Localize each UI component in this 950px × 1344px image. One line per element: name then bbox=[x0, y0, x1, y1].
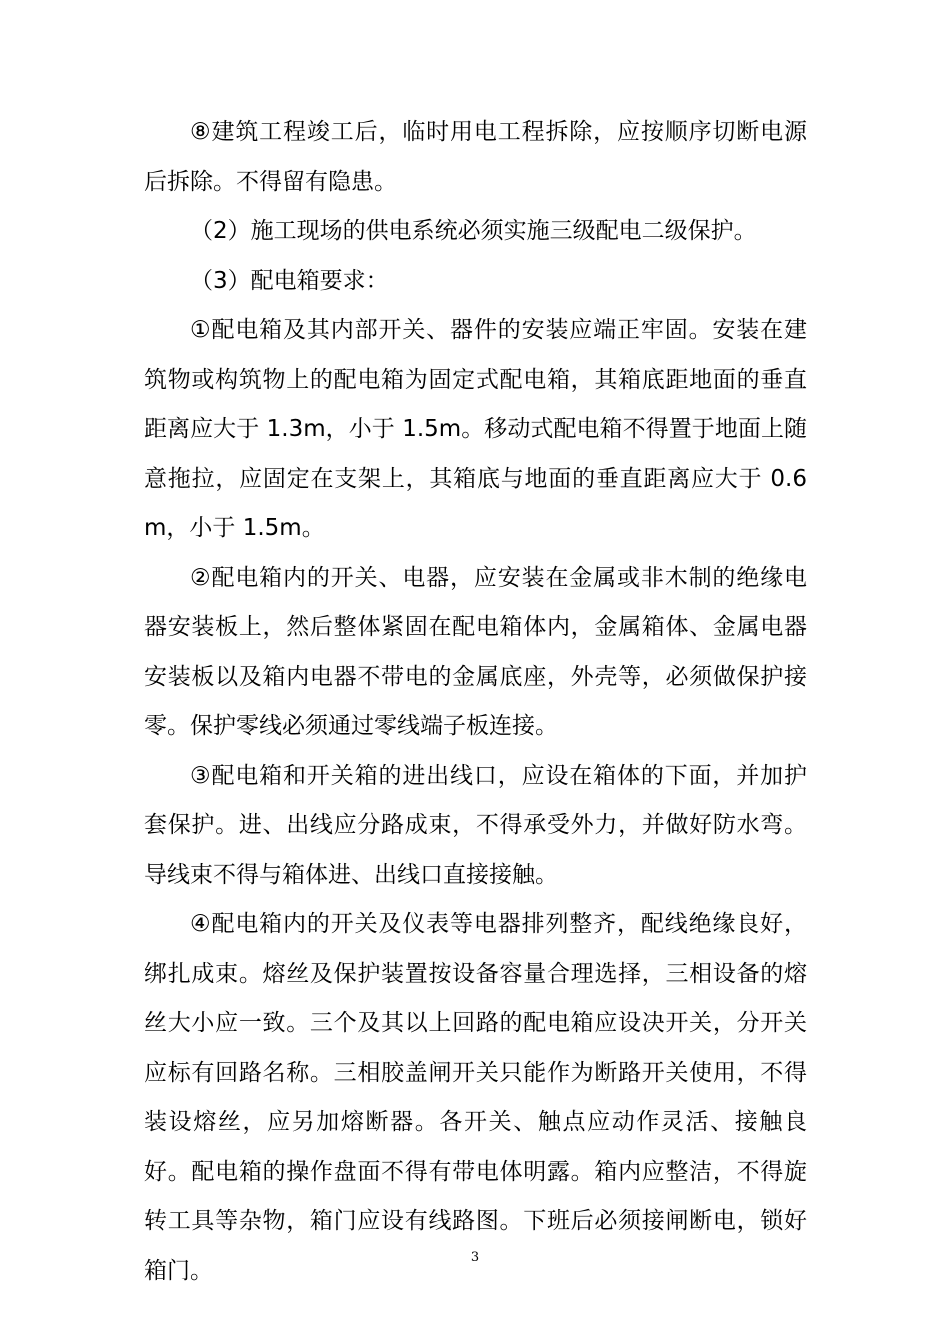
paragraph-section-3-heading: （3）配电箱要求： bbox=[190, 267, 389, 294]
paragraph-item-4-wiring-fuses: ④配电箱内的开关及仪表等电器排列整齐，配线绝缘良好，绑扎成束。熔丝及保护装置按设备容量合理选择，三相设备的熔丝大小应一致。三个及其以上回路的配电箱应设决开关，分开关应标有回路名称。三相胶盖闸开关只能作为断路开关使用，不得装设熔丝，应另加熔断器。各开关、触点应动作灵活、接触良好。配电箱的操作盘面不得有带电体明露。箱内应整洁，不得旋转工具等杂物，箱门应设有线路图。下班后必须接闸断电，锁好箱门。 bbox=[144, 911, 807, 1284]
paragraph-item-1-installation: ①配电箱及其内部开关、器件的安装应端正牢固。安装在建筑物或构筑物上的配电箱为固定式配电箱，其箱底距地面的垂直距离应大于 1.3m，小于 1.5m。移动式配电箱不得置于地面上随意拖拉，应固定在支架上，其箱底与地面的垂直距离应大于 0.6m，小于 1.5m。 bbox=[144, 317, 807, 541]
paragraph-section-2-power-supply: （2）施工现场的供电系统必须实施三级配电二级保护。 bbox=[190, 218, 757, 244]
paragraph-item-3-cable-entry: ③配电箱和开关箱的进出线口，应设在箱体的下面，并加护套保护。进、出线应分路成束，不得承受外力，并做好防水弯。导线束不得与箱体进、出线口直接接触。 bbox=[144, 762, 807, 888]
page-number: 3 bbox=[470, 1250, 480, 1265]
paragraph-item-2-mounting-board: ②配电箱内的开关、电器，应安装在金属或非木制的绝缘电器安装板上，然后整体紧固在配电箱体内，金属箱体、金属电器安装板以及箱内电器不带电的金属底座，外壳等，必须做保护接零。保护零线必须通过零线端子板连接。 bbox=[144, 564, 807, 739]
paragraph-item-8-demolition: ⑧建筑工程竣工后，临时用电工程拆除，应按顺序切断电源后拆除。不得留有隐患。 bbox=[144, 119, 807, 195]
document-body bbox=[144, 108, 807, 1296]
